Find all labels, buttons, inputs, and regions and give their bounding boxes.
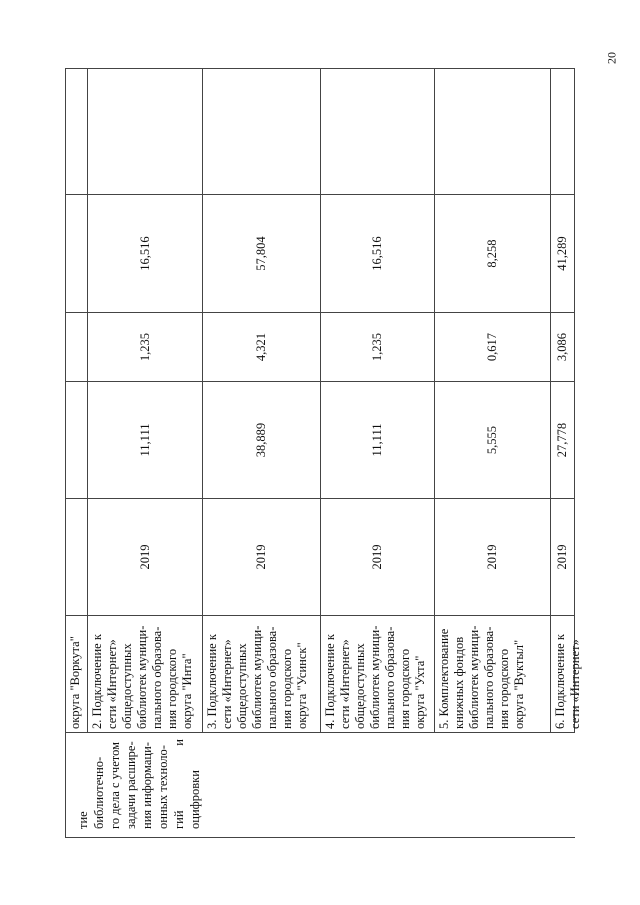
- value-cell-3: 57,804: [203, 194, 320, 312]
- table-row: [434, 68, 550, 732]
- value-cell-3: 41,289: [551, 194, 574, 312]
- budget-table: [65, 68, 582, 838]
- year-cell: 2019: [551, 498, 574, 615]
- activity-line: задачи расшире-: [124, 741, 138, 829]
- description-line: 5. Комплектование: [437, 628, 451, 729]
- table-row: [550, 68, 582, 732]
- value-cell-3: [66, 194, 87, 312]
- description-line: пального образова-: [150, 626, 164, 729]
- value-cell-1: 11,111: [321, 381, 434, 498]
- value-cell-2: 4,321: [203, 312, 320, 381]
- description-line: округа "Воркута": [68, 636, 82, 729]
- activity-line: гий и оцифровки: [172, 739, 202, 829]
- value-cell-2: 3,086: [551, 312, 574, 381]
- year-cell: 2019: [321, 498, 434, 615]
- activity-line: онных техноло-: [156, 745, 170, 829]
- value-cell-1: 11,111: [88, 381, 202, 498]
- description-line: общедоступных: [120, 643, 134, 729]
- value-cell-1: 5,555: [435, 381, 550, 498]
- description-line: ния городского: [497, 648, 511, 729]
- empty-cell: [551, 68, 574, 194]
- empty-cell: [66, 68, 87, 194]
- description-line: 6. Подключение к: [553, 634, 567, 729]
- value-cell-2: [66, 312, 87, 381]
- description-line: сети «Интернет»: [105, 639, 119, 729]
- description-line: библиотек муници-: [368, 625, 382, 729]
- year-cell: 2019: [435, 498, 550, 615]
- empty-cell: [203, 68, 320, 194]
- description-line: округа "Усинск": [295, 642, 309, 729]
- row-description: [66, 615, 87, 732]
- value-cell-1: [66, 381, 87, 498]
- description-line: общедоступных: [235, 643, 249, 729]
- activity-text: [75, 739, 203, 829]
- description-line: сети «Интернет»: [220, 639, 234, 729]
- table-row: [65, 68, 87, 732]
- table-row: [320, 68, 434, 732]
- description-line: сети «Интернет»: [568, 639, 582, 729]
- activity-line: тие библиотечно-: [76, 756, 106, 829]
- value-cell-3: 16,516: [321, 194, 434, 312]
- table-row: [87, 68, 202, 732]
- description-line: 3. Подключение к: [205, 634, 219, 729]
- page-number: 20: [604, 52, 619, 64]
- empty-cell: [88, 68, 202, 194]
- description-line: общедоступных: [353, 643, 367, 729]
- description-line: округа "Ухта": [413, 655, 427, 729]
- value-cell-2: 1,235: [88, 312, 202, 381]
- table-row: [202, 68, 320, 732]
- value-cell-3: 16,516: [88, 194, 202, 312]
- description-line: пального образова-: [383, 626, 397, 729]
- description-line: книжных фондов: [452, 636, 466, 729]
- description-line: пального образова-: [265, 626, 279, 729]
- description-line: округа "Вуктыл": [512, 639, 526, 729]
- value-cell-3: 8,258: [435, 194, 550, 312]
- activity-line: ния информаци-: [140, 742, 154, 829]
- description-line: сети «Интернет»: [338, 639, 352, 729]
- value-cell-1: 27,778: [551, 381, 574, 498]
- value-cell-1: 38,889: [203, 381, 320, 498]
- row-description: [321, 615, 434, 732]
- year-cell: 2019: [88, 498, 202, 615]
- description-line: ния городского: [165, 648, 179, 729]
- year-cell: 2019: [203, 498, 320, 615]
- description-line: ния городского: [280, 648, 294, 729]
- activity-column: [65, 732, 575, 838]
- activity-line: го дела с учетом: [108, 742, 122, 829]
- row-description: [88, 615, 202, 732]
- empty-cell: [435, 68, 550, 194]
- row-description: [551, 615, 582, 732]
- row-description: [435, 615, 550, 732]
- description-line: библиотек муници-: [250, 625, 264, 729]
- description-line: ния городского: [398, 648, 412, 729]
- description-line: библиотек муници-: [135, 625, 149, 729]
- description-line: 4. Подключение к: [323, 634, 337, 729]
- description-line: округа "Инта": [180, 653, 194, 729]
- empty-cell: [321, 68, 434, 194]
- value-cell-2: 1,235: [321, 312, 434, 381]
- description-line: 2. Подключение к: [90, 634, 104, 729]
- value-cell-2: 0,617: [435, 312, 550, 381]
- row-description: [203, 615, 320, 732]
- year-cell: [66, 498, 87, 615]
- description-line: пального образова-: [482, 626, 496, 729]
- description-line: библиотек муници-: [467, 625, 481, 729]
